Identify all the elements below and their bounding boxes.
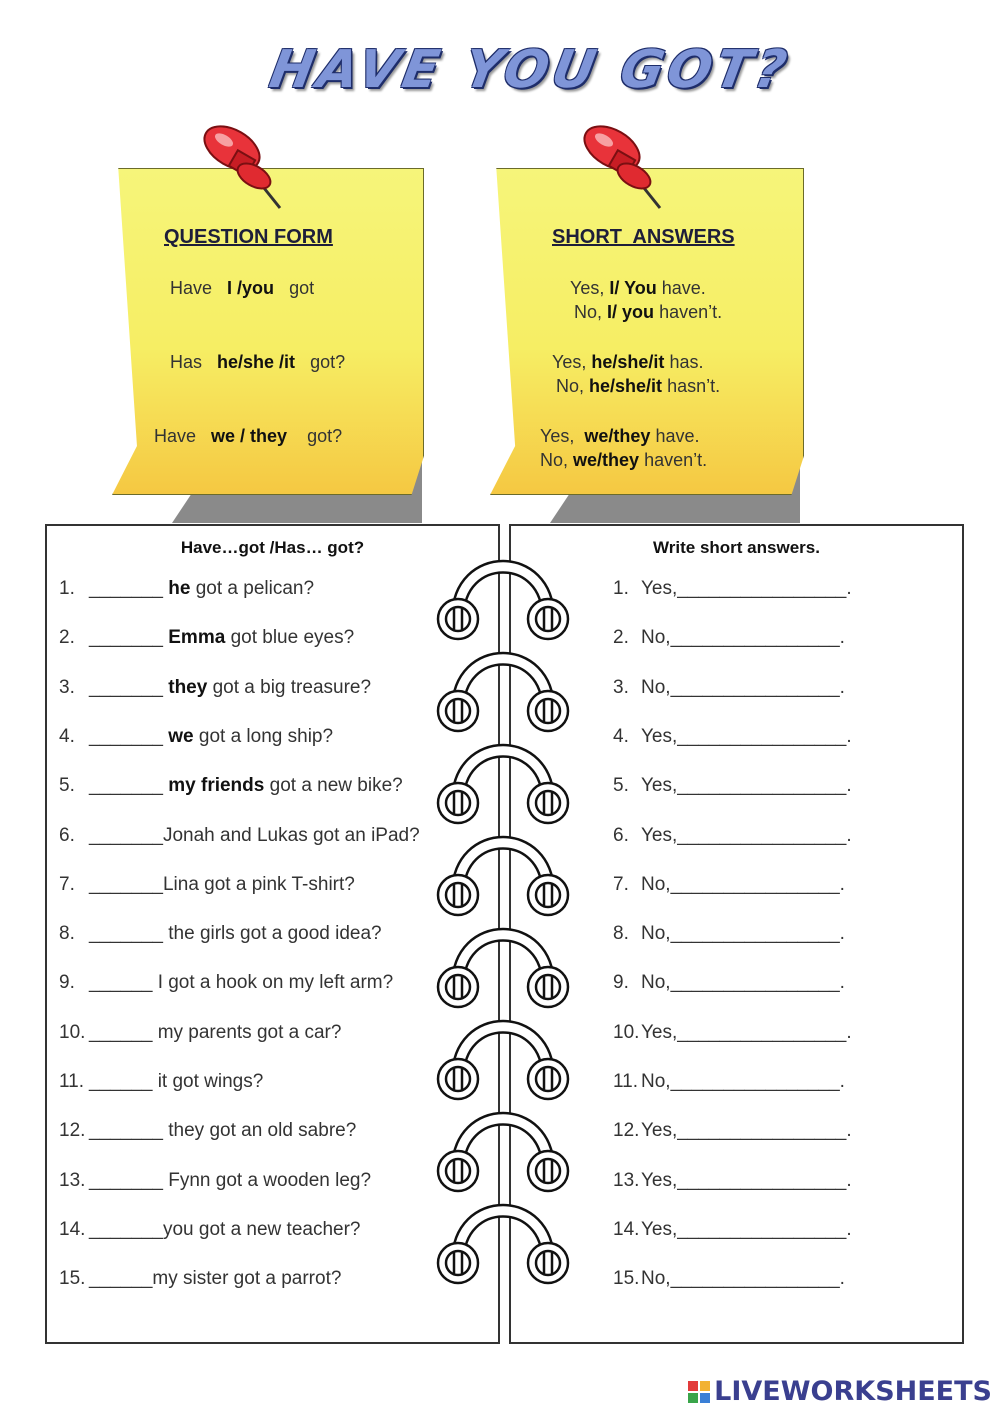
answer-blank[interactable]: ________________. [677,1120,852,1142]
answer-blank[interactable]: ________________. [677,1169,852,1191]
logo-mark-icon [688,1381,710,1403]
answer-word: No, [641,923,671,945]
right-page-heading: Write short answers. [653,538,820,557]
question-text: the girls got a good idea? [168,923,382,945]
spiral-ring [438,935,568,1007]
answer-word: Yes, [641,1120,678,1142]
spiral-ring [438,1119,568,1191]
pushpin-icon [192,120,302,215]
question-text: got a long ship? [198,725,334,747]
answer-blank[interactable]: _______ [89,578,163,599]
answer-number: 8. [613,923,629,945]
answer-item [613,677,845,699]
question-number: 5. [59,775,75,797]
question-subject: my friends [168,775,265,797]
spiral-ring [438,751,568,823]
question-subject: we [168,725,194,747]
question-text: got a pelican? [195,578,315,599]
answer-blank[interactable]: _______ [89,1169,163,1191]
question-subject: he [168,578,191,599]
question-number: 2. [59,627,75,649]
answer-blank[interactable]: ______ [89,1071,153,1092]
question-text: you got a new teacher? [162,1218,361,1240]
question-text: Lina got a pink T-shirt? [162,873,355,895]
question-number: 1. [59,578,75,599]
answer-blank[interactable]: _______ [89,1218,163,1240]
answer-item [613,627,845,649]
answer-word: No, [641,627,671,649]
answer-number: 7. [613,873,629,895]
question-text: got blue eyes? [230,627,355,649]
answer-word: Yes, [641,775,678,797]
answer-blank[interactable]: ________________. [677,725,852,747]
answer-number: 1. [613,578,629,599]
question-text: Fynn got a wooden leg? [168,1169,372,1191]
answer-blank[interactable]: ________________. [670,1268,845,1290]
question-subject: they [168,676,208,698]
answer-item [613,1219,852,1241]
question-number: 3. [59,676,75,698]
question-row-3: Have we / they got? [154,426,343,446]
pushpin-icon [572,120,682,215]
answer-word: No, [641,972,671,994]
question-number: 7. [59,873,75,895]
answer-item [613,1170,852,1192]
spiral-ring [438,567,568,639]
answer-number: 10. [613,1021,640,1043]
answer-word: Yes, [641,1218,678,1240]
answer-blank[interactable]: _______ [89,627,163,649]
answer-blank[interactable]: ________________. [670,627,845,649]
spiral-ring [438,659,568,731]
answer-blank[interactable]: ________________. [677,1218,852,1240]
question-row-2: Has he/she /it got? [170,352,346,372]
question-item [59,923,382,945]
answer-blank[interactable]: ________________. [670,873,845,895]
question-item [59,578,314,600]
question-number: 8. [59,923,75,945]
answer-word: No, [641,1268,671,1290]
left-page-heading: Have…got /Has… got? [180,538,365,557]
answer-blank[interactable]: ________________. [670,972,845,994]
answer-blank[interactable]: ________________. [677,578,852,599]
answer-word: No, [641,1071,671,1092]
spiral-binding [432,555,572,1285]
answer-item [613,1268,845,1290]
answer-blank[interactable]: ________________. [670,923,845,945]
question-number: 11. [59,1071,85,1092]
question-number: 13. [59,1169,86,1191]
answer-number: 12. [613,1120,640,1142]
spiral-ring [438,843,568,915]
answer-item [613,578,852,600]
answer-number: 13. [613,1169,640,1191]
answer-item [613,726,852,748]
question-item [59,1120,356,1142]
answer-blank[interactable]: _______ [89,775,163,797]
question-text: my parents got a car? [157,1021,342,1043]
answer-blank[interactable]: _______ [89,676,163,698]
answer-blank[interactable]: ______ [89,1268,153,1290]
answer-blank[interactable]: ________________. [670,676,845,698]
question-text: it got wings? [157,1071,264,1092]
answer-number: 14. [613,1218,640,1240]
question-number: 14. [59,1218,86,1240]
answer-blank[interactable]: ________________. [677,1021,852,1043]
question-item [59,874,355,896]
answer-item [613,825,852,847]
question-item [59,825,420,847]
right-notebook-page [509,524,964,1344]
answer-word: No, [641,676,671,698]
answer-number: 15. [613,1268,640,1290]
question-text: got a new bike? [269,775,403,797]
question-subject: Emma [168,627,226,649]
question-number: 9. [59,972,75,994]
answer-blank[interactable]: _______ [89,824,163,846]
spiral-ring [438,1211,568,1283]
answer-number: 5. [613,775,629,797]
answer-blank[interactable]: _______ [89,725,163,747]
question-item [59,1071,263,1093]
answer-word: No, [641,873,671,895]
answer-item [613,1022,852,1044]
question-text: Jonah and Lukas got an iPad? [162,824,420,846]
answer-word: Yes, [641,725,678,747]
answer-row-1: Yes, I/ You have. [570,278,706,298]
logo-text: LIVEWORKSHEETS [714,1376,992,1407]
question-form-heading: QUESTION FORM [164,226,333,248]
answer-row-4: No, he/she/it hasn’t. [556,376,721,396]
answer-item [613,1120,852,1142]
answer-number: 9. [613,972,629,994]
answer-word: Yes, [641,824,678,846]
spiral-ring [438,1027,568,1099]
answer-number: 11. [613,1071,639,1092]
answer-blank[interactable]: ________________. [677,824,852,846]
question-number: 6. [59,824,75,846]
worksheet-title: HAVE YOU GOT? [265,40,795,100]
answer-row-3: Yes, he/she/it has. [552,352,704,372]
answer-item [613,775,852,797]
answer-row-5: Yes, we/they have. [540,426,700,446]
question-number: 4. [59,725,75,747]
answer-blank[interactable]: _______ [89,1120,163,1142]
question-text: they got an old sabre? [168,1120,357,1142]
question-text: I got a hook on my left arm? [157,972,394,994]
question-number: 15. [59,1268,86,1290]
question-item [59,677,371,699]
answer-item [613,972,845,994]
question-form-note [112,168,432,528]
answer-item [613,923,845,945]
answer-number: 6. [613,824,629,846]
answer-word: Yes, [641,1021,678,1043]
answer-row-2: No, I/ you haven’t. [574,302,723,322]
answer-item [613,1071,845,1093]
short-answers-note [490,168,810,528]
question-text: got a big treasure? [212,676,372,698]
answer-number: 2. [613,627,629,649]
short-answers-heading: SHORT ANSWERS [552,226,735,248]
answer-number: 4. [613,725,629,747]
answer-row-6: No, we/they haven’t. [540,450,708,470]
question-item [59,775,403,797]
answer-item [613,874,845,896]
answer-word: Yes, [641,1169,678,1191]
question-item [59,1170,371,1192]
question-item [59,1268,341,1290]
question-row-1: Have I /you got [170,278,315,298]
answer-blank[interactable]: ______ [89,1021,153,1043]
question-number: 12. [59,1120,86,1142]
question-number: 10. [59,1021,86,1043]
question-item [59,627,354,649]
question-text: my sister got a parrot? [152,1268,342,1290]
answer-blank[interactable]: ________________. [670,1071,845,1092]
answer-blank[interactable]: ________________. [677,775,852,797]
question-item [59,1022,341,1044]
question-item [59,972,393,994]
answer-number: 3. [613,676,629,698]
answer-blank[interactable]: _______ [89,873,163,895]
question-item [59,1219,361,1241]
answer-blank[interactable]: _______ [89,923,163,945]
liveworksheets-logo [688,1376,992,1407]
answer-word: Yes, [641,578,678,599]
question-item [59,726,333,748]
answer-blank[interactable]: ______ [89,972,153,994]
